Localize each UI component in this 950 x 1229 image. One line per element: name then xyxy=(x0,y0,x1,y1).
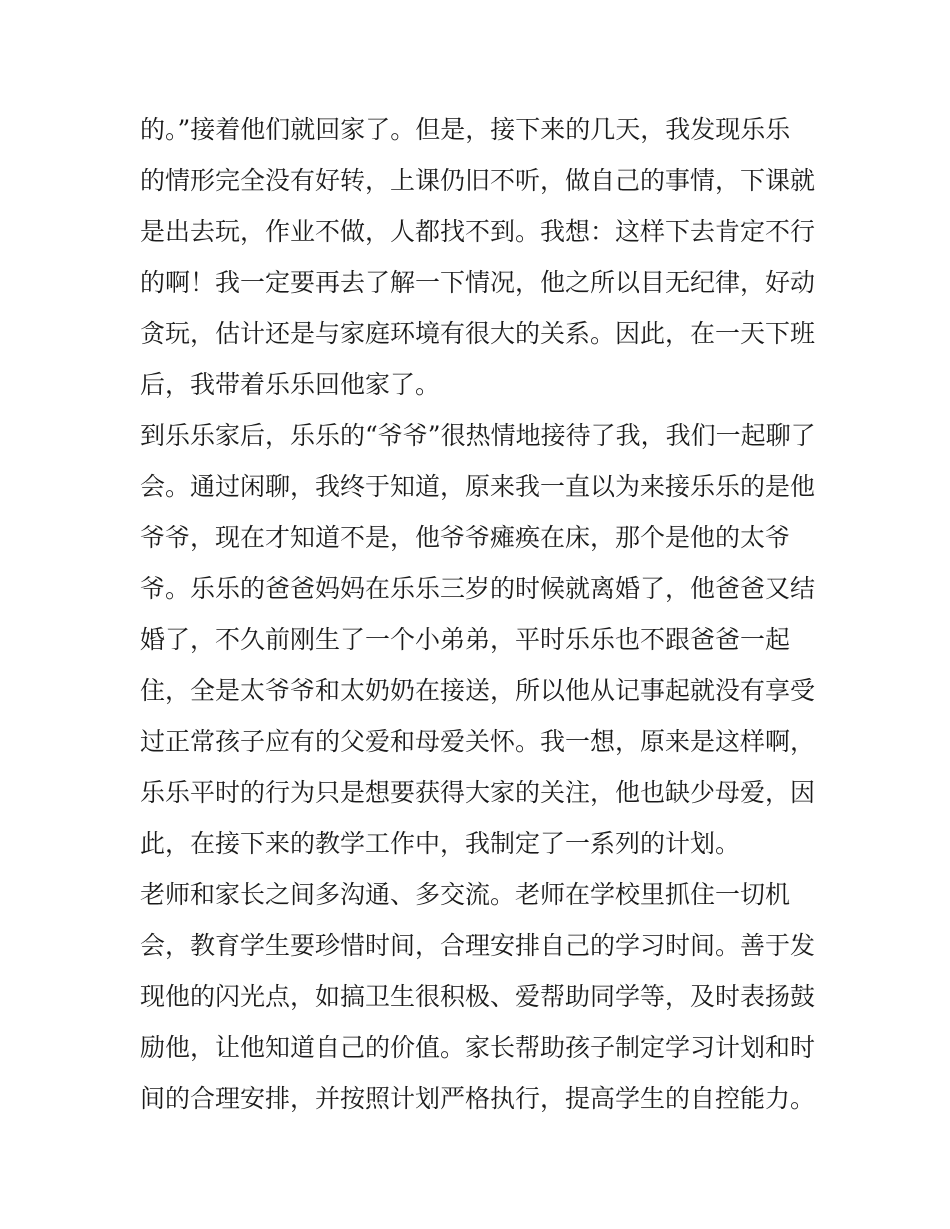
text-line: 过正常孩子应有的父爱和母爱关怀。我一想，原来是这样啊， xyxy=(140,727,816,756)
text-line: 是出去玩，作业不做，人都找不到。我想：这样下去肯定不行 xyxy=(140,217,816,246)
text-line: 此，在接下来的教学工作中，我制定了一系列的计划。 xyxy=(140,829,741,858)
text-line: 老师和家长之间多沟通、多交流。老师在学校里抓住一切机 xyxy=(140,880,791,909)
text-line: 贪玩，估计还是与家庭环境有很大的关系。因此，在一天下班 xyxy=(140,319,816,348)
text-line: 会，教育学生要珍惜时间，合理安排自己的学习时间。善于发 xyxy=(140,931,816,960)
text-line: 的情形完全没有好转，上课仍旧不听，做自己的事情，下课就 xyxy=(140,166,816,195)
text-line: 的啊！我一定要再去了解一下情况，他之所以目无纪律，好动 xyxy=(140,268,816,297)
text-line: 间的合理安排，并按照计划严格执行，提高学生的自控能力。 xyxy=(140,1084,816,1113)
text-line: 住，全是太爷爷和太奶奶在接送，所以他从记事起就没有享受 xyxy=(140,676,816,705)
text-line: 现他的闪光点，如搞卫生很积极、爱帮助同学等，及时表扬鼓 xyxy=(140,982,816,1011)
text-line: 的。”接着他们就回家了。但是，接下来的几天，我发现乐乐 xyxy=(140,115,791,144)
paragraph-3 xyxy=(140,869,820,1124)
text-line: 爷爷，现在才知道不是，他爷爷瘫痪在床，那个是他的太爷 xyxy=(140,523,791,552)
text-line: 励他，让他知道自己的价值。家长帮助孩子制定学习计划和时 xyxy=(140,1033,816,1062)
text-line: 爷。乐乐的爸爸妈妈在乐乐三岁的时候就离婚了，他爸爸又结 xyxy=(140,574,816,603)
text-line: 婚了，不久前刚生了一个小弟弟，平时乐乐也不跟爸爸一起 xyxy=(140,625,791,654)
paragraph-2 xyxy=(140,410,820,869)
text-line: 乐乐平时的行为只是想要获得大家的关注，他也缺少母爱，因 xyxy=(140,778,816,807)
text-line: 后，我带着乐乐回他家了。 xyxy=(140,370,441,399)
text-line: 会。通过闲聊，我终于知道，原来我一直以为来接乐乐的是他 xyxy=(140,472,816,501)
document-body xyxy=(140,104,820,1124)
paragraph-1 xyxy=(140,104,820,410)
text-line: 到乐乐家后，乐乐的“爷爷”很热情地接待了我，我们一起聊了 xyxy=(140,421,816,450)
